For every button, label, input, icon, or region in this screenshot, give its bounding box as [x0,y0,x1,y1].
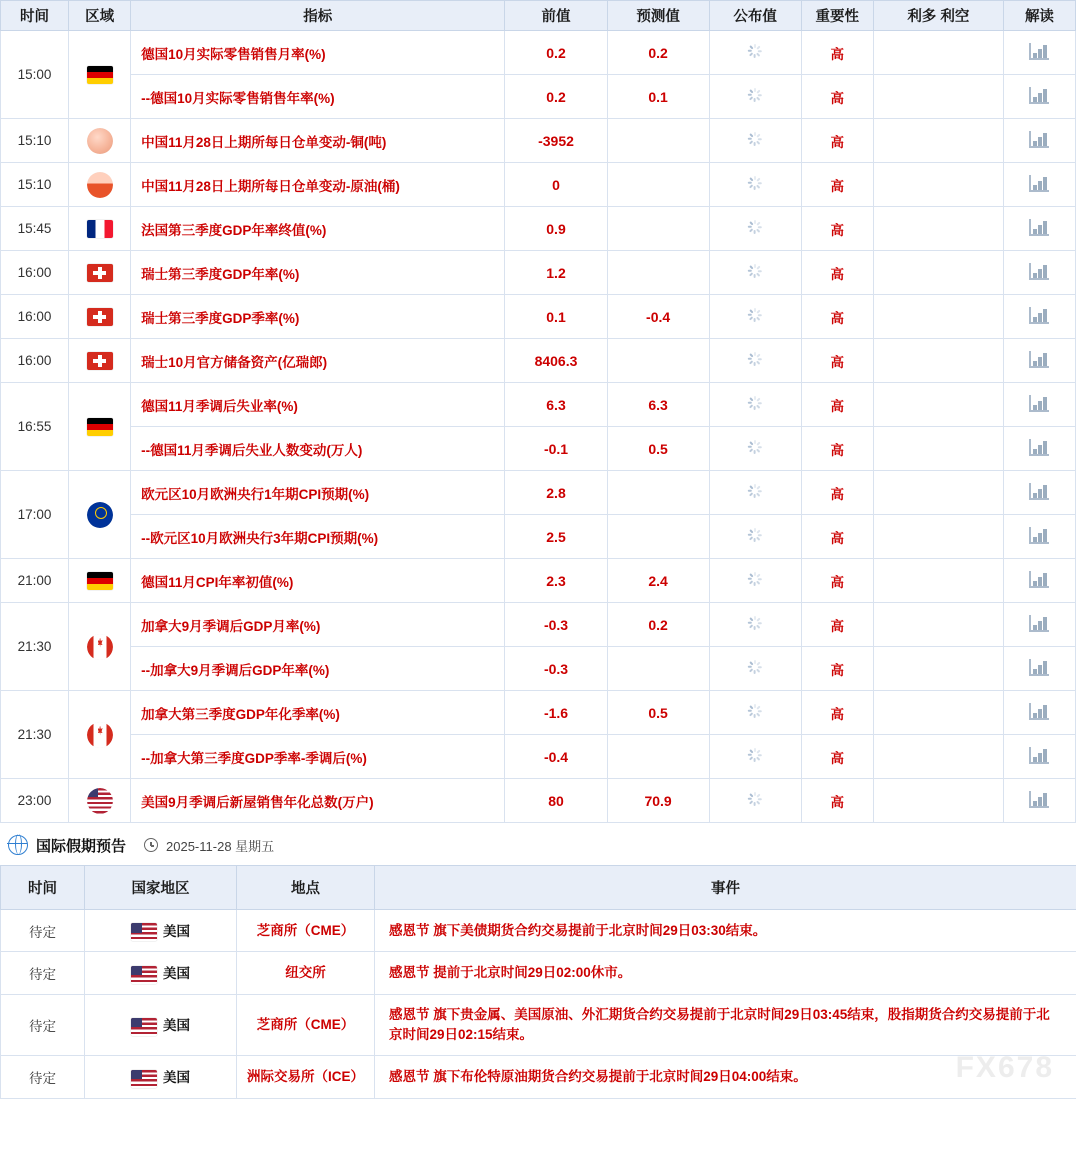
holiday-cell-place: 洲际交易所（ICE） [237,1056,375,1098]
cell-indicator[interactable]: 中国11月28日上期所每日仓单变动-原油(桶) [131,163,505,207]
cell-forecast: 0.5 [607,427,709,471]
cell-bull-bear [873,251,1003,295]
analysis-chart-icon[interactable] [1029,219,1049,236]
cell-previous: 2.5 [505,515,607,559]
holiday-section-date: 2025-11-28 星期五 [166,838,275,854]
cell-published [709,207,801,251]
holiday-cell-place: 芝商所（CME） [237,910,375,952]
cell-importance: 高 [801,471,873,515]
calendar-row [1,339,1076,383]
cell-read[interactable] [1003,339,1075,383]
cell-region [69,471,131,559]
cell-indicator[interactable]: 德国11月CPI年率初值(%) [131,559,505,603]
cell-bull-bear [873,647,1003,691]
holiday-row [1,1056,1076,1098]
country-flag-icon [87,264,113,282]
cell-previous: -0.1 [505,427,607,471]
holiday-col-header-place: 地点 [237,866,375,910]
cell-published [709,691,801,735]
cell-region [69,779,131,823]
cell-importance: 高 [801,163,873,207]
holiday-cell-country [85,1056,237,1098]
cell-time: 15:00 [1,31,69,119]
cell-published [709,427,801,471]
cell-importance: 高 [801,251,873,295]
cell-previous: 6.3 [505,383,607,427]
cell-previous: 1.2 [505,251,607,295]
cell-time: 15:10 [1,119,69,163]
cell-time: 15:10 [1,163,69,207]
col-header-previous: 前值 [505,1,607,31]
cell-previous: -0.4 [505,735,607,779]
cell-forecast: 0.5 [607,691,709,735]
cell-indicator[interactable]: 欧元区10月欧洲央行1年期CPI预期(%) [131,471,505,515]
cell-forecast: 2.4 [607,559,709,603]
cell-published [709,559,801,603]
col-header-published: 公布值 [709,1,801,31]
cell-time: 21:30 [1,603,69,691]
calendar-row [1,75,1076,119]
holiday-cell-time: 待定 [1,910,85,952]
calendar-header-row [1,1,1076,31]
cell-bull-bear [873,295,1003,339]
cell-read[interactable] [1003,75,1075,119]
loading-spinner-icon [748,528,763,543]
cell-indicator[interactable]: 美国9月季调后新屋销售年化总数(万户) [131,779,505,823]
cell-forecast: 6.3 [607,383,709,427]
analysis-chart-icon[interactable] [1029,527,1049,544]
loading-spinner-icon [748,572,763,587]
holiday-cell-time: 待定 [1,952,85,994]
cell-forecast [607,471,709,515]
cell-published [709,735,801,779]
country-flag-icon [87,352,113,370]
cell-importance: 高 [801,515,873,559]
cell-forecast: 0.2 [607,31,709,75]
cell-published [709,31,801,75]
cell-importance: 高 [801,383,873,427]
cell-indicator[interactable]: 加拿大9月季调后GDP月率(%) [131,603,505,647]
country-flag-icon [87,308,113,326]
loading-spinner-icon [748,792,763,807]
cell-bull-bear [873,339,1003,383]
analysis-chart-icon[interactable] [1029,791,1049,808]
loading-spinner-icon [748,704,763,719]
cell-time: 16:55 [1,383,69,471]
holiday-cell-event: 感恩节 旗下美债期货合约交易提前于北京时间29日03:30结束。 [375,910,1076,952]
holiday-row [1,952,1076,994]
cell-forecast [607,163,709,207]
loading-spinner-icon [748,440,763,455]
cell-importance: 高 [801,119,873,163]
cell-bull-bear [873,779,1003,823]
cell-indicator[interactable]: --加拿大第三季度GDP季率-季调后(%) [131,735,505,779]
cell-region [69,295,131,339]
holiday-cell-place: 纽交所 [237,952,375,994]
analysis-chart-icon[interactable] [1029,263,1049,280]
cell-forecast [607,119,709,163]
cell-previous: 80 [505,779,607,823]
cell-bull-bear [873,31,1003,75]
globe-icon [8,835,28,855]
cell-bull-bear [873,559,1003,603]
cell-bull-bear [873,515,1003,559]
cell-bull-bear [873,383,1003,427]
calendar-row [1,691,1076,735]
cell-read[interactable] [1003,735,1075,779]
country-flag-icon [87,502,113,528]
cell-published [709,339,801,383]
cell-indicator[interactable]: 法国第三季度GDP年率终值(%) [131,207,505,251]
cell-indicator[interactable]: 瑞士10月官方储备资产(亿瑞郎) [131,339,505,383]
cell-time: 16:00 [1,251,69,295]
loading-spinner-icon [748,616,763,631]
country-flag-icon [131,923,157,941]
cell-indicator[interactable]: --欧元区10月欧洲央行3年期CPI预期(%) [131,515,505,559]
cell-forecast [607,735,709,779]
holiday-section-header [0,823,1076,865]
cell-region [69,339,131,383]
analysis-chart-icon[interactable] [1029,307,1049,324]
cell-importance: 高 [801,75,873,119]
col-header-read: 解读 [1003,1,1075,31]
calendar-row [1,735,1076,779]
cell-read[interactable] [1003,383,1075,427]
cell-forecast: -0.4 [607,295,709,339]
cell-indicator[interactable]: 中国11月28日上期所每日仓单变动-铜(吨) [131,119,505,163]
calendar-row [1,31,1076,75]
analysis-chart-icon[interactable] [1029,659,1049,676]
cell-importance: 高 [801,691,873,735]
cell-previous: -0.3 [505,603,607,647]
loading-spinner-icon [748,660,763,675]
cell-indicator[interactable]: 德国11月季调后失业率(%) [131,383,505,427]
country-flag-icon [87,66,113,84]
country-flag-icon [87,128,113,154]
analysis-chart-icon[interactable] [1029,175,1049,192]
cell-forecast [607,647,709,691]
calendar-row [1,603,1076,647]
calendar-row [1,647,1076,691]
cell-published [709,647,801,691]
country-flag-icon [131,966,157,984]
analysis-chart-icon[interactable] [1029,131,1049,148]
cell-previous: 0.2 [505,31,607,75]
holiday-col-header-country: 国家地区 [85,866,237,910]
holiday-section-title: 国际假期预告 [36,837,127,855]
cell-previous: 0.1 [505,295,607,339]
cell-bull-bear [873,471,1003,515]
cell-region [69,31,131,119]
calendar-row [1,119,1076,163]
cell-bull-bear [873,207,1003,251]
cell-forecast [607,339,709,383]
cell-forecast [607,251,709,295]
cell-bull-bear [873,427,1003,471]
cell-read[interactable] [1003,119,1075,163]
cell-time: 16:00 [1,295,69,339]
cell-region [69,251,131,295]
calendar-row [1,779,1076,823]
cell-read[interactable] [1003,251,1075,295]
watermark: FX678 [955,1050,1054,1084]
cell-indicator[interactable]: --德国11月季调后失业人数变动(万人) [131,427,505,471]
holiday-header-row [1,866,1076,910]
loading-spinner-icon [748,220,763,235]
cell-read[interactable] [1003,559,1075,603]
holiday-cell-time: 待定 [1,994,85,1056]
cell-importance: 高 [801,559,873,603]
country-flag-icon [87,572,113,590]
cell-published [709,295,801,339]
calendar-row [1,207,1076,251]
col-header-region: 区域 [69,1,131,31]
loading-spinner-icon [748,396,763,411]
holiday-col-header-time: 时间 [1,866,85,910]
cell-read[interactable] [1003,603,1075,647]
cell-published [709,251,801,295]
analysis-chart-icon[interactable] [1029,747,1049,764]
loading-spinner-icon [748,484,763,499]
cell-bull-bear [873,75,1003,119]
holiday-cell-country [85,952,237,994]
col-header-importance: 重要性 [801,1,873,31]
cell-read[interactable] [1003,427,1075,471]
analysis-chart-icon[interactable] [1029,571,1049,588]
cell-read[interactable] [1003,207,1075,251]
calendar-row [1,163,1076,207]
holiday-col-header-event: 事件 [375,866,1076,910]
holiday-country-label: 美国 [163,1070,190,1086]
loading-spinner-icon [748,132,763,147]
country-flag-icon [87,634,113,660]
cell-read[interactable] [1003,647,1075,691]
cell-bull-bear [873,603,1003,647]
analysis-chart-icon[interactable] [1029,351,1049,368]
cell-forecast: 0.1 [607,75,709,119]
calendar-row [1,383,1076,427]
country-flag-icon [87,172,113,198]
cell-forecast [607,515,709,559]
loading-spinner-icon [748,176,763,191]
cell-time: 15:45 [1,207,69,251]
country-flag-icon [87,418,113,436]
analysis-chart-icon[interactable] [1029,87,1049,104]
holiday-table [0,865,1076,1099]
cell-time: 16:00 [1,339,69,383]
holiday-cell-time: 待定 [1,1056,85,1098]
cell-time: 23:00 [1,779,69,823]
cell-published [709,515,801,559]
cell-read[interactable] [1003,779,1075,823]
country-flag-icon [87,722,113,748]
cell-previous: 2.3 [505,559,607,603]
cell-importance: 高 [801,295,873,339]
cell-read[interactable] [1003,471,1075,515]
cell-indicator[interactable]: 瑞士第三季度GDP年率(%) [131,251,505,295]
loading-spinner-icon [748,264,763,279]
cell-importance: 高 [801,207,873,251]
cell-indicator[interactable]: 瑞士第三季度GDP季率(%) [131,295,505,339]
calendar-row [1,515,1076,559]
cell-indicator[interactable]: --德国10月实际零售销售年率(%) [131,75,505,119]
cell-importance: 高 [801,603,873,647]
cell-forecast [607,207,709,251]
cell-published [709,75,801,119]
analysis-chart-icon[interactable] [1029,439,1049,456]
cell-previous: 8406.3 [505,339,607,383]
cell-read[interactable] [1003,691,1075,735]
cell-region [69,603,131,691]
holiday-row [1,910,1076,952]
country-flag-icon [131,1018,157,1036]
cell-indicator[interactable]: --加拿大9月季调后GDP年率(%) [131,647,505,691]
cell-indicator[interactable]: 德国10月实际零售销售月率(%) [131,31,505,75]
analysis-chart-icon[interactable] [1029,703,1049,720]
cell-published [709,119,801,163]
col-header-indicator: 指标 [131,1,505,31]
holiday-cell-event: 感恩节 旗下布伦特原油期货合约交易提前于北京时间29日04:00结束。 [375,1056,1076,1098]
loading-spinner-icon [748,88,763,103]
calendar-row [1,295,1076,339]
holiday-country-label: 美国 [163,1018,190,1034]
cell-region [69,559,131,603]
analysis-chart-icon[interactable] [1029,615,1049,632]
cell-time: 17:00 [1,471,69,559]
calendar-row [1,471,1076,515]
cell-region [69,207,131,251]
holiday-cell-country [85,994,237,1056]
cell-previous: 0.2 [505,75,607,119]
holiday-cell-country [85,910,237,952]
col-header-time: 时间 [1,1,69,31]
cell-forecast: 70.9 [607,779,709,823]
cell-previous: 2.8 [505,471,607,515]
cell-read[interactable] [1003,163,1075,207]
clock-icon [144,838,158,852]
cell-bull-bear [873,119,1003,163]
loading-spinner-icon [748,308,763,323]
cell-time: 21:30 [1,691,69,779]
cell-importance: 高 [801,427,873,471]
cell-read[interactable] [1003,31,1075,75]
cell-time: 21:00 [1,559,69,603]
country-flag-icon [87,788,113,814]
analysis-chart-icon[interactable] [1029,395,1049,412]
cell-previous: -1.6 [505,691,607,735]
cell-indicator[interactable]: 加拿大第三季度GDP年化季率(%) [131,691,505,735]
holiday-country-label: 美国 [163,966,190,982]
cell-importance: 高 [801,779,873,823]
cell-importance: 高 [801,647,873,691]
cell-published [709,779,801,823]
loading-spinner-icon [748,44,763,59]
analysis-chart-icon[interactable] [1029,483,1049,500]
holiday-country-label: 美国 [163,924,190,939]
holiday-cell-event: 感恩节 旗下贵金属、美国原油、外汇期货合约交易提前于北京时间29日03:45结束，股指期货合约交易提前于北京时间29日02:15结束。 [375,994,1076,1056]
cell-published [709,383,801,427]
col-header-bull-bear: 利多 利空 [873,1,1003,31]
loading-spinner-icon [748,748,763,763]
cell-region [69,163,131,207]
cell-forecast: 0.2 [607,603,709,647]
col-header-forecast: 预测值 [607,1,709,31]
calendar-row [1,427,1076,471]
calendar-row [1,251,1076,295]
cell-previous: 0.9 [505,207,607,251]
holiday-cell-place: 芝商所（CME） [237,994,375,1056]
cell-bull-bear [873,691,1003,735]
cell-published [709,163,801,207]
cell-bull-bear [873,163,1003,207]
cell-previous: -0.3 [505,647,607,691]
cell-importance: 高 [801,735,873,779]
country-flag-icon [131,1070,157,1088]
cell-published [709,603,801,647]
country-flag-icon [87,220,113,238]
loading-spinner-icon [748,352,763,367]
cell-importance: 高 [801,31,873,75]
analysis-chart-icon[interactable] [1029,43,1049,60]
cell-bull-bear [873,735,1003,779]
cell-importance: 高 [801,339,873,383]
holiday-cell-event: 感恩节 提前于北京时间29日02:00休市。 [375,952,1076,994]
cell-read[interactable] [1003,295,1075,339]
holiday-row [1,994,1076,1056]
cell-region [69,119,131,163]
cell-previous: 0 [505,163,607,207]
cell-region [69,383,131,471]
cell-read[interactable] [1003,515,1075,559]
cell-region [69,691,131,779]
calendar-row [1,559,1076,603]
cell-previous: -3952 [505,119,607,163]
cell-published [709,471,801,515]
